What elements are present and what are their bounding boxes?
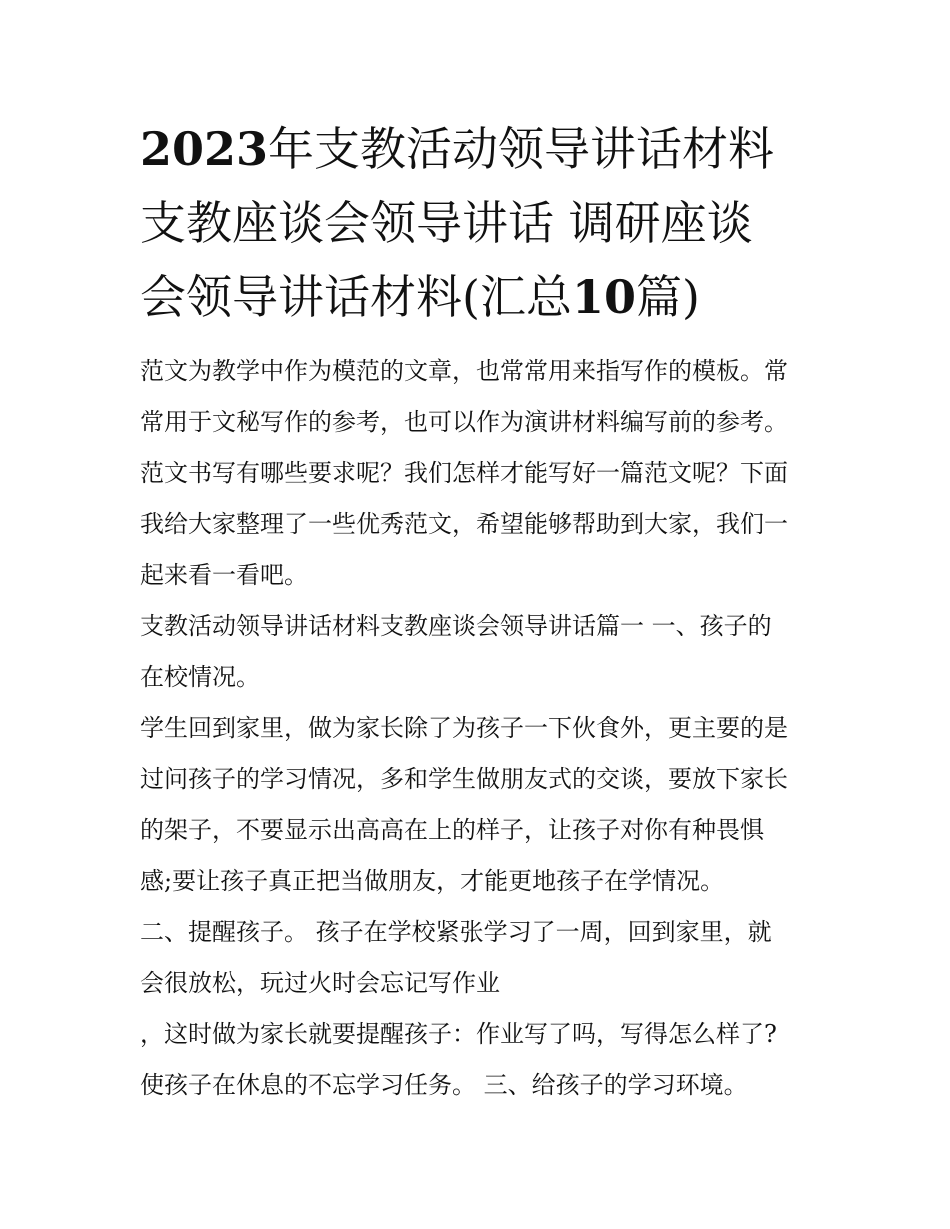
text-line: 支教活动领导讲话材料支教座谈会领导讲话篇一 一、孩子的: [140, 612, 772, 640]
text-line: 在校情况。: [140, 663, 260, 691]
text-line: 会很放松，玩过火时会忘记写作业: [140, 969, 500, 997]
text-line: ，这时做为家长就要提醒孩子：作业写了吗，写得怎么样了?: [140, 1020, 777, 1048]
text-line: 范文书写有哪些要求呢？我们怎样才能写好一篇范文呢？下面: [140, 459, 788, 487]
document-page: [140, 112, 820, 1111]
title-line-1: 2023年支教活动领导讲话材料: [140, 122, 775, 176]
text-line: 学生回到家里，做为家长除了为孩子一下伙食外，更主要的是: [140, 714, 788, 742]
text-line: 使孩子在休息的不忘学习任务。 三、给孩子的学习环境。: [140, 1071, 748, 1099]
text-line: 过问孩子的学习情况，多和学生做朋友式的交谈，要放下家长: [140, 765, 788, 793]
title-line-3: 会领导讲话材料(汇总10篇): [140, 270, 700, 324]
text-line: 感;要让孩子真正把当做朋友，才能更地孩子在学情况。: [140, 867, 725, 895]
paragraph-intro: [140, 346, 820, 601]
title-line-2: 支教座谈会领导讲话 调研座谈: [140, 196, 753, 250]
text-line: 起来看一看吧。: [140, 561, 308, 589]
text-line: 的架子，不要显示出高高在上的样子，让孩子对你有种畏惧: [140, 816, 764, 844]
document-body: [140, 346, 820, 1111]
paragraph-parents: [140, 703, 820, 907]
text-line: 常用于文秘写作的参考，也可以作为演讲材料编写前的参考。: [140, 408, 788, 436]
text-line: 我给大家整理了一些优秀范文，希望能够帮助到大家，我们一: [140, 510, 788, 538]
text-line: 二、提醒孩子。 孩子在学校紧张学习了一周，回到家里，就: [140, 918, 772, 946]
document-title: [140, 112, 820, 334]
paragraph-homework: [140, 1009, 820, 1111]
paragraph-section-heading: [140, 601, 820, 703]
paragraph-remind: [140, 907, 820, 1009]
text-line: 范文为教学中作为模范的文章，也常常用来指写作的模板。常: [140, 357, 788, 385]
